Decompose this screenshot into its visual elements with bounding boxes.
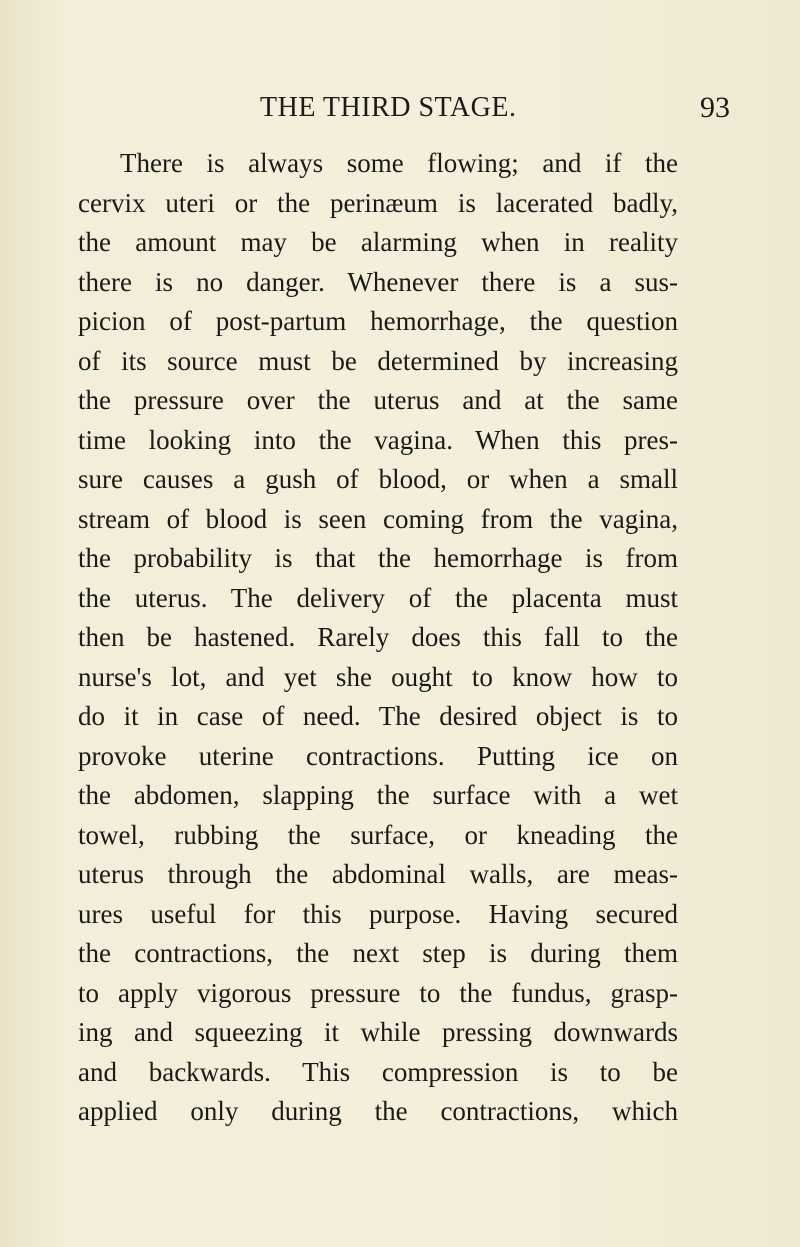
text-line: stream of blood is seen coming from the vagina, [78,503,678,534]
text-line: ures useful for this purpose. Having secured [78,898,678,929]
text-line: the contractions, the next step is during them [78,938,678,968]
text-line: towel, rubbing the surface, or kneading the [78,819,678,850]
text-line: to apply vigorous pressure to the fundus, grasp- [78,977,678,1008]
text-line: the pressure over the uterus and at the same [78,385,678,415]
text-line: ing and squeezing it while pressing downwards [78,1017,678,1047]
text-line: provoke uterine contractions. Putting ice on [78,740,678,771]
text-line: do it in case of need. The desired object is to [78,701,678,731]
running-title: THE THIRD STAGE. [260,92,517,123]
text-line: and backwards. This compression is to be [78,1056,678,1087]
text-line: time looking into the vagina. When this pres- [78,424,678,455]
body-paragraph [78,144,678,1132]
text-line: then be hastened. Rarely does this fall to the [78,622,678,652]
running-header [80,88,730,128]
text-line: there is no danger. Whenever there is a sus- [78,266,678,297]
text-line: the abdomen, slapping the surface with a wet [78,780,678,810]
text-line: of its source must be determined by increasing [78,345,678,376]
text-line: the amount may be alarming when in reality [78,227,678,257]
text-line: applied only during the contractions, which [78,1096,678,1126]
page-number: 93 [700,91,730,124]
text-line: the uterus. The delivery of the placenta must [78,582,678,613]
text-line: the probability is that the hemorrhage is from [78,543,678,573]
text-line: uterus through the abdominal walls, are meas- [78,859,678,889]
text-line: cervix uteri or the perinæum is lacerated badly, [78,187,678,218]
text-line: There is always some flowing; and if the [120,148,678,178]
text-line: nurse's lot, and yet she ought to know how to [78,661,678,692]
text-line: sure causes a gush of blood, or when a small [78,464,678,494]
text-line: picion of post-partum hemorrhage, the question [78,306,678,336]
